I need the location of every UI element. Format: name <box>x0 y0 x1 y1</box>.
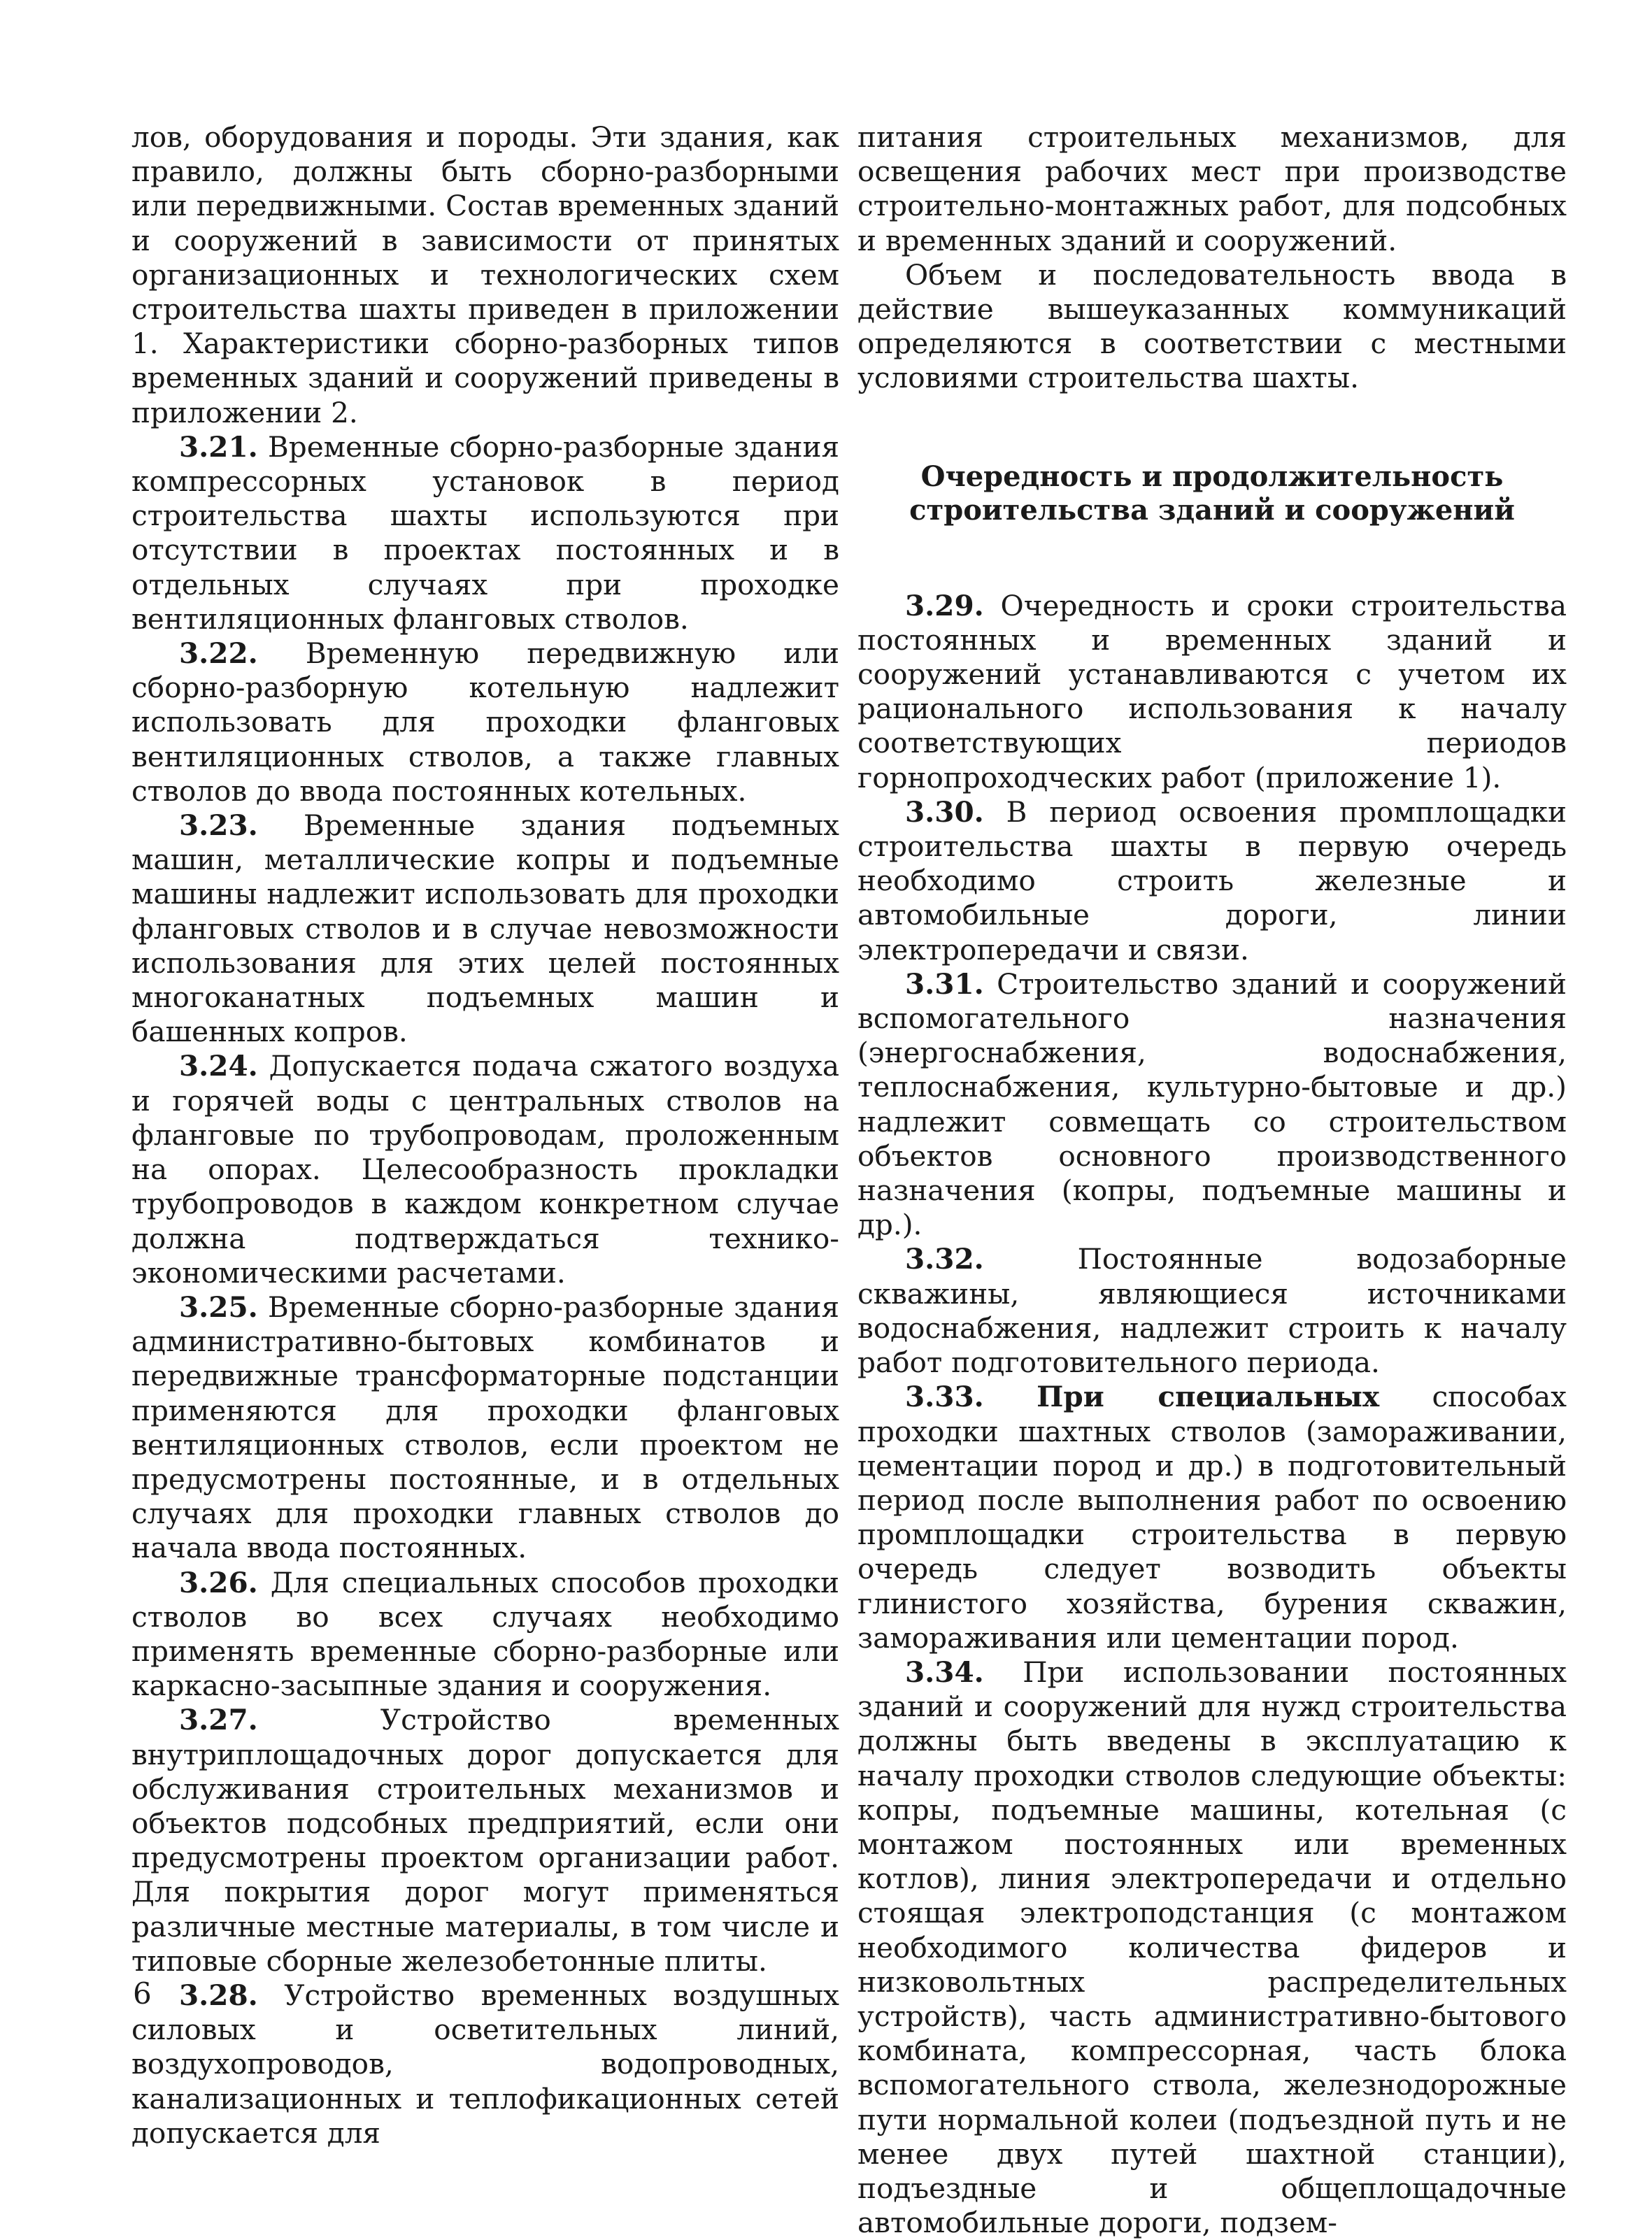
paragraph-number: 3.25. <box>179 1290 258 1324</box>
paragraph-text: Допускается подача сжатого воздуха и горячей воды с центральных стволов на фланговые по трубопроводам, проложенным на опорах. Целесообразность прокладки трубопроводов в каждом конкретном случае должна подтверждаться технико-экономическими расчетами. <box>131 1049 839 1290</box>
paragraph-text: Устройство временных внутриплощадочных дорог допускается для обслуживания строительных механизмов и объектов подсобных предприятий, если они предусмотрены проектом организации работ. Для покрытия дорог могут применяться различные местные материалы, в том числе и типовые сборные железобетонные плиты. <box>131 1703 839 1978</box>
paragraph-text: Устройство временных воздушных силовых и осветительных линий, воздухопроводов, водопроводных, канализационных и теплофикационных сетей допускается для <box>131 1978 840 2150</box>
paragraph-3-27 <box>131 1703 839 1978</box>
paragraph-number: 3.21. <box>179 429 258 464</box>
paragraph-number: 3.27. <box>179 1703 258 1737</box>
paragraph-3-34 <box>857 1655 1567 2240</box>
paragraph-3-29 <box>857 589 1567 795</box>
paragraph-3-32 <box>857 1242 1567 1380</box>
paragraph-text: В период освоения промплощадки строительства шахты в первую очередь необходимо строить железные и автомобильные дороги, линии электропередачи и связи. <box>857 794 1567 966</box>
paragraph-number: 3.24. <box>179 1049 258 1083</box>
section-title-line-1: Очередность и продолжительность <box>920 459 1504 493</box>
section-title-line-2: строительства зданий и сооружений <box>909 493 1515 527</box>
paragraph-text: Временную передвижную или сборно-разборную котельную надлежит использовать для проходки фланговых вентиляционных стволов, а также главных стволов до ввода постоянных котельных. <box>131 636 839 808</box>
paragraph-text: способах проходки шахтных стволов (замораживании, цементации пород и др.) в подготовительный период после выполнения работ по освоению промплощадки строительства в первую очередь следует возводить объекты глинистого хозяйства, бурения скважин, замораживания или цементации пород. <box>857 1380 1567 1655</box>
paragraph-3-28 <box>131 1978 839 2150</box>
paragraph-number: 3.29. <box>905 588 984 622</box>
paragraph-3-22 <box>131 636 839 808</box>
paragraph-3-33 <box>857 1380 1567 1655</box>
paragraph-3-30 <box>857 795 1567 967</box>
paragraph-number: 3.30. <box>905 794 984 829</box>
paragraph-number: 3.28. <box>179 1978 258 2012</box>
paragraph-continuation-right: питания строительных механизмов, для освещения рабочих мест при производстве строительно-монтажных работ, для подсобных и временных зданий и сооружений. <box>857 120 1567 257</box>
page-number: 6 <box>133 1976 152 2011</box>
paragraph-text: Временные сборно-разборные здания административно-бытовых комбинатов и передвижные трансформаторные подстанции применяются для проходки фланговых вентиляционных стволов, если проектом не предусмотрены постоянные, и в отдельных случаях для проходки главных стволов до начала ввода постоянных. <box>131 1290 839 1565</box>
paragraph-number: 3.23. <box>179 808 258 843</box>
paragraph-3-31 <box>857 967 1567 1243</box>
paragraph-text: Для специальных способов проходки стволов во всех случаях необходимо применять временные сборно-разборные или каркасно-засыпные здания и сооружения. <box>131 1565 839 1703</box>
section-title <box>857 460 1567 527</box>
paragraph-number: 3.22. <box>179 636 258 671</box>
paragraph-number: 3.26. <box>179 1565 258 1599</box>
paragraph-number: 3.31. <box>905 966 984 1001</box>
right-column <box>857 120 1567 2240</box>
paragraph-3-24 <box>131 1049 839 1290</box>
paragraph-text: Временные здания подъемных машин, металлические копры и подъемные машины надлежит использовать для проходки фланговых стволов и в случае невозможности использования для этих целей постоянных многоканатных подъемных машин и башенных копров. <box>131 808 839 1049</box>
paragraph-text: Постоянные водозаборные скважины, являющиеся источниками водоснабжения, надлежит строить к началу работ подготовительного периода. <box>857 1242 1567 1380</box>
paragraph-3-25 <box>131 1290 839 1566</box>
paragraph-text: При использовании постоянных зданий и сооружений для нужд строительства должны быть введены в эксплуатацию к началу проходки стволов следующие объекты: копры, подъемные машины, котельная (с монтажом постоянных или временных котлов), линия электропередачи и отдельно стоящая электроподстанция (с монтажом необходимого количества фидеров и низковольтных распределительных устройств), часть административно-бытового комбината, компрессорная, часть блока вспомогательного ствола, железнодорожные пути нормальной колеи (подъездной путь и не менее двух путей шахтной станции), подъездные и общеплощадочные автомобильные дороги, подзем- <box>857 1655 1567 2240</box>
paragraph-3-21 <box>131 430 839 636</box>
paragraph-3-23 <box>131 808 839 1049</box>
paragraph-number: 3.32. <box>905 1242 984 1276</box>
left-column <box>131 120 839 2150</box>
paragraph-number: 3.34. <box>905 1655 984 1689</box>
paragraph-number: 3.33. <box>905 1380 984 1414</box>
paragraph-bold-lead: При специальных <box>1037 1380 1380 1414</box>
paragraph-text: Строительство зданий и сооружений вспомогательного назначения (энергоснабжения, водоснабжения, теплоснабжения, культурно-бытовые и др.) надлежит совмещать со строительством объектов основного производственного назначения (копры, подъемные машины и др.). <box>857 966 1567 1242</box>
paragraph-text: Временные сборно-разборные здания компрессорных установок в период строительства шахты используются при отсутствии в проектах постоянных и в отдельных случаях при проходке вентиляционных фланговых стволов. <box>131 429 839 636</box>
paragraph-text: Очередность и сроки строительства постоянных и временных зданий и сооружений устанавливаются с учетом их рационального использования к началу соответствующих периодов горнопроходческих работ (приложение 1). <box>857 588 1567 794</box>
paragraph-continuation-left: лов, оборудования и породы. Эти здания, как правило, должны быть сборно-разборными или передвижными. Состав временных зданий и сооружений в зависимости от принятых организационных и технологических схем строительства шахты приведен в приложении 1. Характеристики сборно-разборных типов временных зданий и сооружений приведены в приложении 2. <box>131 120 839 429</box>
paragraph-volume: Объем и последовательность ввода в действие вышеуказанных коммуникаций определяются в соответствии с местными условиями строительства шахты. <box>857 257 1567 395</box>
paragraph-3-26 <box>131 1566 839 1704</box>
